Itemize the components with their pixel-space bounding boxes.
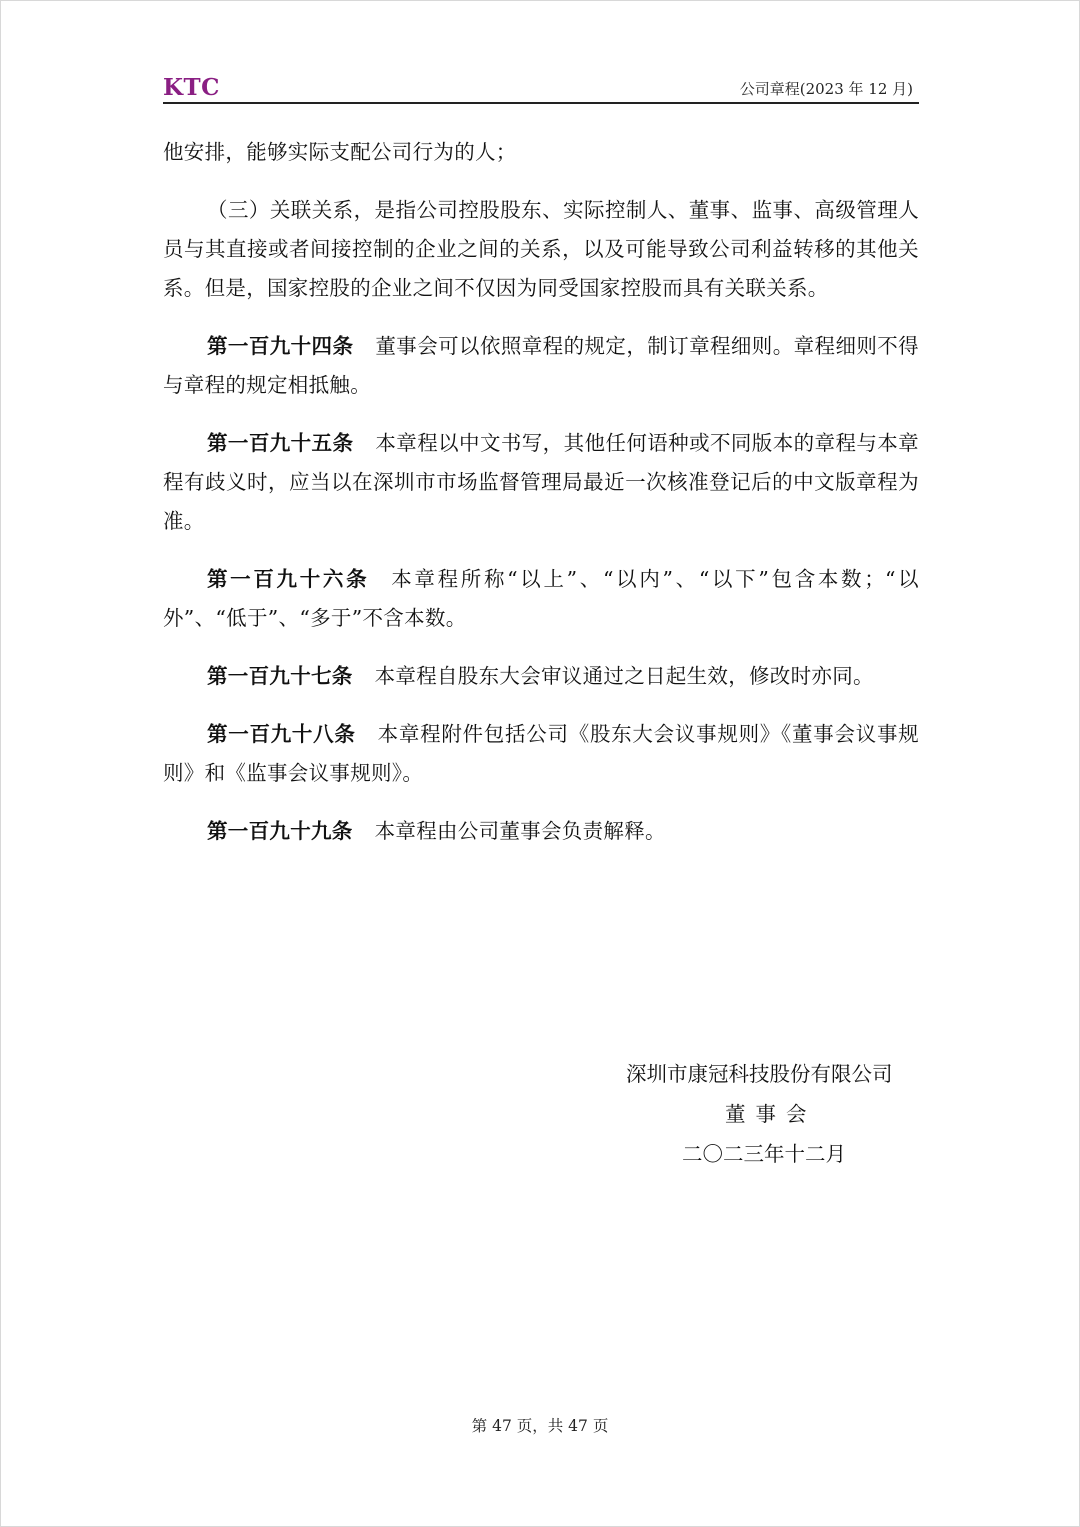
paragraph-text: （三）关联关系，是指公司控股股东、实际控制人、董事、监事、高级管理人员与其直接或者间接控制的企业之间的关系，以及可能导致公司利益转移的其他关系。但是，国家控股的企业之间不仅因为同受国家控股而具有关联关系。 [163,198,919,300]
signature-company: 深圳市康冠科技股份有限公司 [626,1062,893,1086]
page-number: 第 47 页，共 47 页 [471,1417,609,1435]
company-logo: KTC [163,74,220,101]
article-194 [163,327,919,405]
article-197 [163,657,919,696]
article-text: 本章程附件包括公司《股东大会议事规则》《董事会议事规则》和《监事会议事规则》。 [163,722,919,785]
article-195 [163,424,919,541]
article-text: 本章程以中文书写，其他任何语种或不同版本的章程与本章程有歧义时，应当以在深圳市市场监督管理局最近一次核准登记后的中文版章程为准。 [163,431,919,533]
signature-date: 二〇二三年十二月 [682,1142,846,1166]
document-body [163,133,919,870]
article-label: 第一百九十八条 [207,722,356,746]
paragraph-related-party [163,191,919,308]
document-title: 公司章程(2023 年 12 月) [739,80,913,98]
page-header [163,70,919,104]
article-label: 第一百九十四条 [207,334,354,358]
signature-board: 董事会 [725,1102,817,1126]
article-196 [163,560,919,638]
article-label: 第一百九十五条 [207,431,354,455]
article-text: 本章程由公司董事会负责解释。 [374,819,666,843]
article-label: 第一百九十七条 [207,664,353,688]
page-footer [0,1414,1080,1436]
article-198 [163,715,919,793]
article-label: 第一百九十六条 [207,567,370,591]
article-text: 本章程所称“以上”、“以内”、“以下”包含本数；“以外”、“低于”、“多于”不含本数。 [163,567,919,630]
article-text: 本章程自股东大会审议通过之日起生效，修改时亦同。 [374,664,874,688]
paragraph-continuation [163,133,919,172]
article-text: 董事会可以依照章程的规定，制订章程细则。章程细则不得与章程的规定相抵触。 [163,334,919,397]
article-label: 第一百九十九条 [207,819,353,843]
paragraph-text: 他安排，能够实际支配公司行为的人； [163,140,517,164]
article-199 [163,812,919,851]
